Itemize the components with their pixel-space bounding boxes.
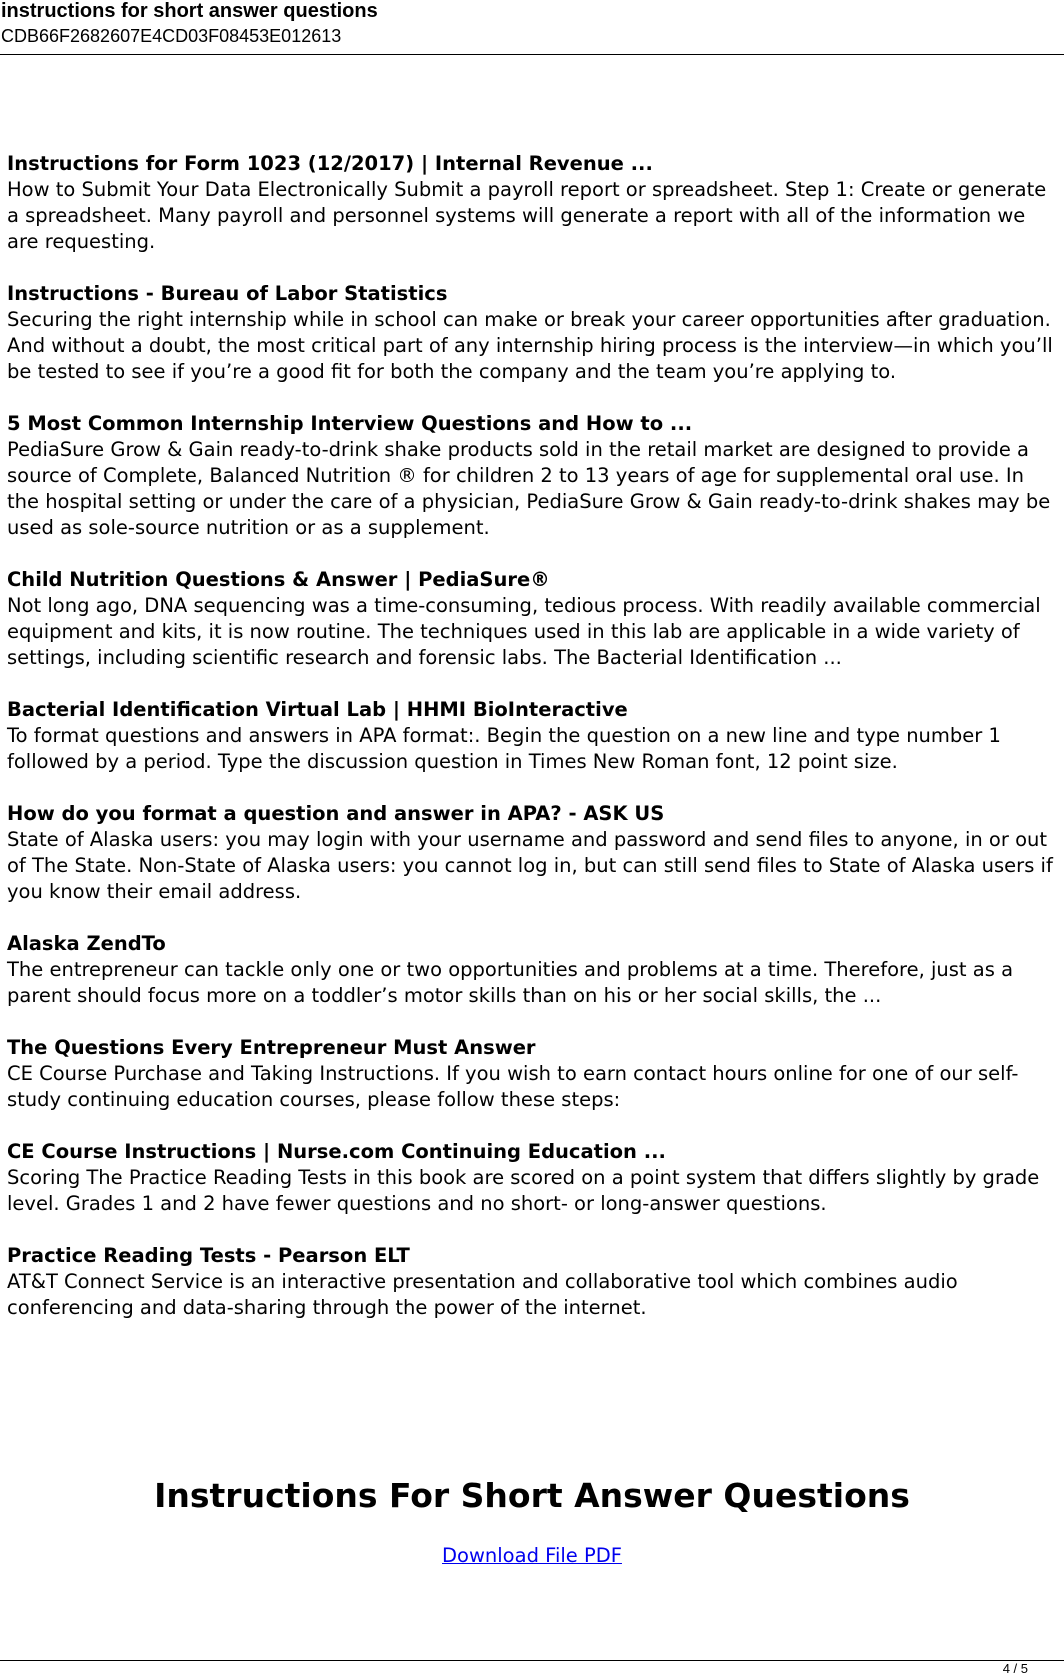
- footer-divider: [0, 1660, 1064, 1661]
- section-heading: Bacterial Identification Virtual Lab | HHMI BioInteractive: [7, 698, 628, 721]
- section-heading: Practice Reading Tests - Pearson ELT: [7, 1244, 410, 1267]
- article-section: [7, 697, 1057, 775]
- section-heading: Instructions for Form 1023 (12/2017) | Internal Revenue ...: [7, 152, 653, 175]
- section-heading: Child Nutrition Questions & Answer | PediaSure®: [7, 568, 550, 591]
- section-heading: Instructions - Bureau of Labor Statistics: [7, 282, 448, 305]
- article-section: [7, 1139, 1057, 1217]
- download-pdf-link[interactable]: Download File PDF: [442, 1544, 622, 1567]
- section-heading: How do you format a question and answer in APA? - ASK US: [7, 802, 665, 825]
- article-section: [7, 931, 1057, 1009]
- section-body: Scoring The Practice Reading Tests in this book are scored on a point system that differs slightly by grade level. Grades 1 and 2 have fewer questions and no short- or long-answer questions.: [7, 1166, 1040, 1215]
- section-heading: Alaska ZendTo: [7, 932, 166, 955]
- article-section: [7, 411, 1057, 541]
- article-section: [7, 1243, 1057, 1321]
- article-section: [7, 567, 1057, 671]
- article-section: [7, 281, 1057, 385]
- section-body: To format questions and answers in APA format:. Begin the question on a new line and type number 1 followed by a period. Type the discussion question in Times New Roman font, 12 point size.: [7, 724, 1001, 773]
- download-link-container: [0, 1543, 1064, 1569]
- section-body: Securing the right internship while in school can make or break your career opportunities after graduation. And without a doubt, the most critical part of any internship hiring process is the interview—in which you’ll be tested to see if you’re a good fit for both the company and the team you’re applying to.: [7, 308, 1053, 383]
- section-heading: CE Course Instructions | Nurse.com Continuing Education ...: [7, 1140, 666, 1163]
- footer-title: Instructions For Short Answer Questions: [154, 1476, 910, 1515]
- article-content: [7, 151, 1057, 1347]
- section-body: State of Alaska users: you may login with your username and password and send files to anyone, in or out of The State. Non-State of Alaska users: you cannot log in, but can still send files to State of Alaska users if you know their email address.: [7, 828, 1053, 903]
- document-title: instructions for short answer questions: [1, 0, 378, 22]
- section-heading: 5 Most Common Internship Interview Questions and How to ...: [7, 412, 693, 435]
- section-body: Not long ago, DNA sequencing was a time-consuming, tedious process. With readily available commercial equipment and kits, it is now routine. The techniques used in this lab are applicable in a wide variety of settings, including scientific research and forensic labs. The Bacterial Identification ...: [7, 594, 1041, 669]
- section-body: PediaSure Grow & Gain ready-to-drink shake products sold in the retail market are designed to provide a source of Complete, Balanced Nutrition ® for children 2 to 13 years of age for supplemental oral use. In the hospital setting or under the care of a physician, PediaSure Grow & Gain ready-to-drink shakes may be used as sole-source nutrition or as a supplement.: [7, 438, 1051, 539]
- section-body: CE Course Purchase and Taking Instructions. If you wish to earn contact hours online for one of our self-study continuing education courses, please follow these steps:: [7, 1062, 1019, 1111]
- article-section: [7, 151, 1057, 255]
- section-body: The entrepreneur can tackle only one or two opportunities and problems at a time. Therefore, just as a parent should focus more on a toddler’s motor skills than on his or her social skills, the ...: [7, 958, 1014, 1007]
- page-number: 4 / 5: [1002, 1661, 1028, 1676]
- page-header: [0, 0, 1064, 55]
- section-body: AT&T Connect Service is an interactive presentation and collaborative tool which combines audio conferencing and data-sharing through the power of the internet.: [7, 1270, 958, 1319]
- section-heading: The Questions Every Entrepreneur Must Answer: [7, 1036, 536, 1059]
- article-section: [7, 801, 1057, 905]
- document-id: CDB66F2682607E4CD03F08453E012613: [1, 26, 342, 46]
- article-section: [7, 1035, 1057, 1113]
- section-body: How to Submit Your Data Electronically Submit a payroll report or spreadsheet. Step 1: Create or generate a spreadsheet. Many payroll and personnel systems will generate a report with all of the information we are requesting.: [7, 178, 1047, 253]
